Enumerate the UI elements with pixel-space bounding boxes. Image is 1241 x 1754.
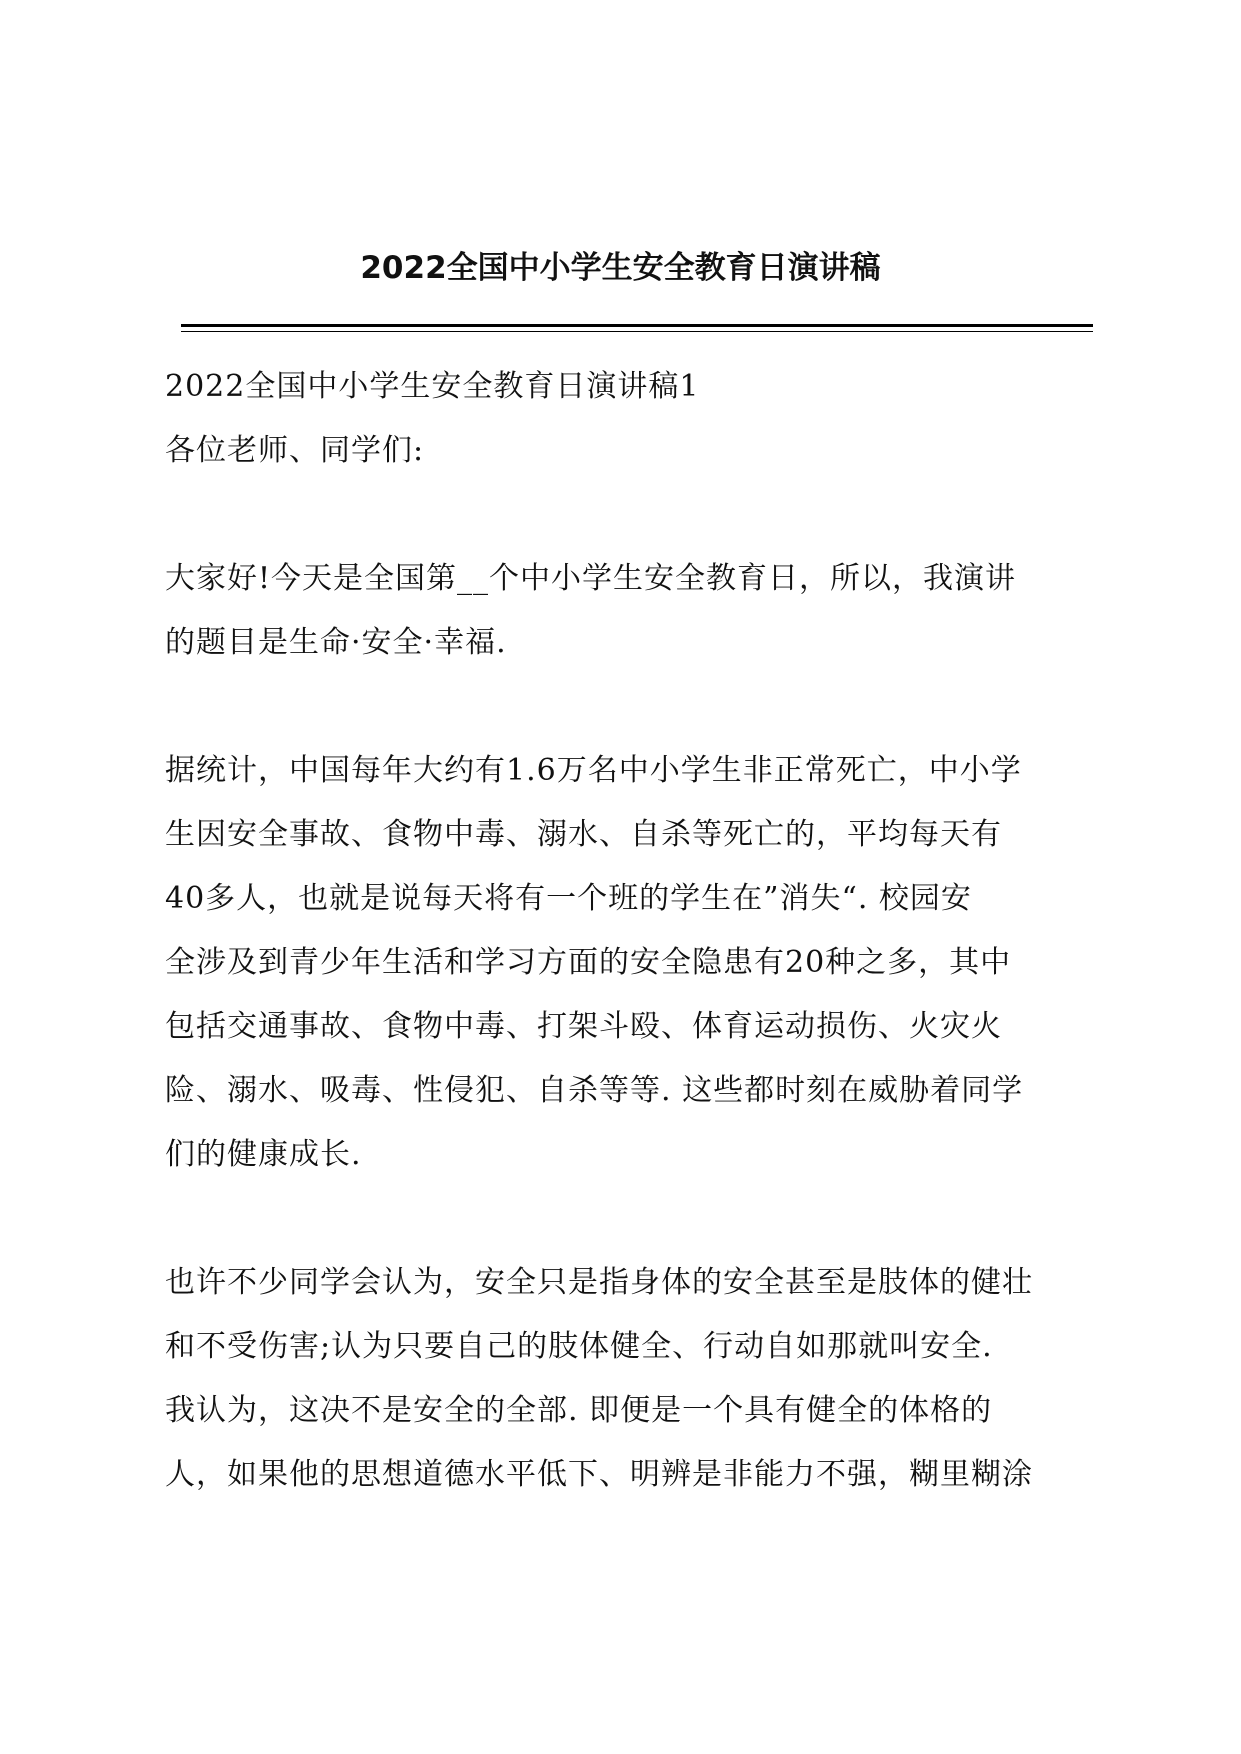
paragraph-line: 和不受伤害;认为只要自己的肢体健全、行动自如那就叫安全. [165,1329,993,1364]
section-heading: 2022全国中小学生安全教育日演讲稿1 [165,369,700,404]
paragraph-line: 据统计，中国每年大约有1.6万名中小学生非正常死亡，中小学 [165,753,1022,788]
paragraph-line: 的题目是生命·安全·幸福. [165,625,507,660]
paragraph-line: 全涉及到青少年生活和学习方面的安全隐患有20种之多，其中 [165,945,1012,980]
paragraph-line: 我认为，这决不是安全的全部. 即便是一个具有健全的体格的 [165,1393,993,1428]
title-divider [181,324,1093,332]
blank-line [165,1187,1095,1251]
blank-line [165,675,1095,739]
paragraph-line: 40多人，也就是说每天将有一个班的学生在”消失“. 校园安 [165,881,972,916]
paragraph-line: 包括交通事故、食物中毒、打架斗殴、体育运动损伤、火灾火 [165,1009,1002,1044]
blank-line [165,483,1095,547]
document-title: 2022全国中小学生安全教育日演讲稿 [360,250,881,286]
document-body [165,355,1095,1507]
paragraph-line: 险、溺水、吸毒、性侵犯、自杀等等. 这些都时刻在威胁着同学 [165,1073,1024,1108]
paragraph-line: 们的健康成长. [165,1137,362,1172]
paragraph-line: 也许不少同学会认为，安全只是指身体的安全甚至是肢体的健壮 [165,1265,1033,1300]
paragraph-line: 人，如果他的思想道德水平低下、明辨是非能力不强，糊里糊涂 [165,1457,1033,1492]
paragraph-line: 生因安全事故、食物中毒、溺水、自杀等死亡的，平均每天有 [165,817,1002,852]
paragraph-line: 大家好!今天是全国第__个中小学生安全教育日，所以，我演讲 [165,561,1017,596]
salutation: 各位老师、同学们: [165,433,425,468]
